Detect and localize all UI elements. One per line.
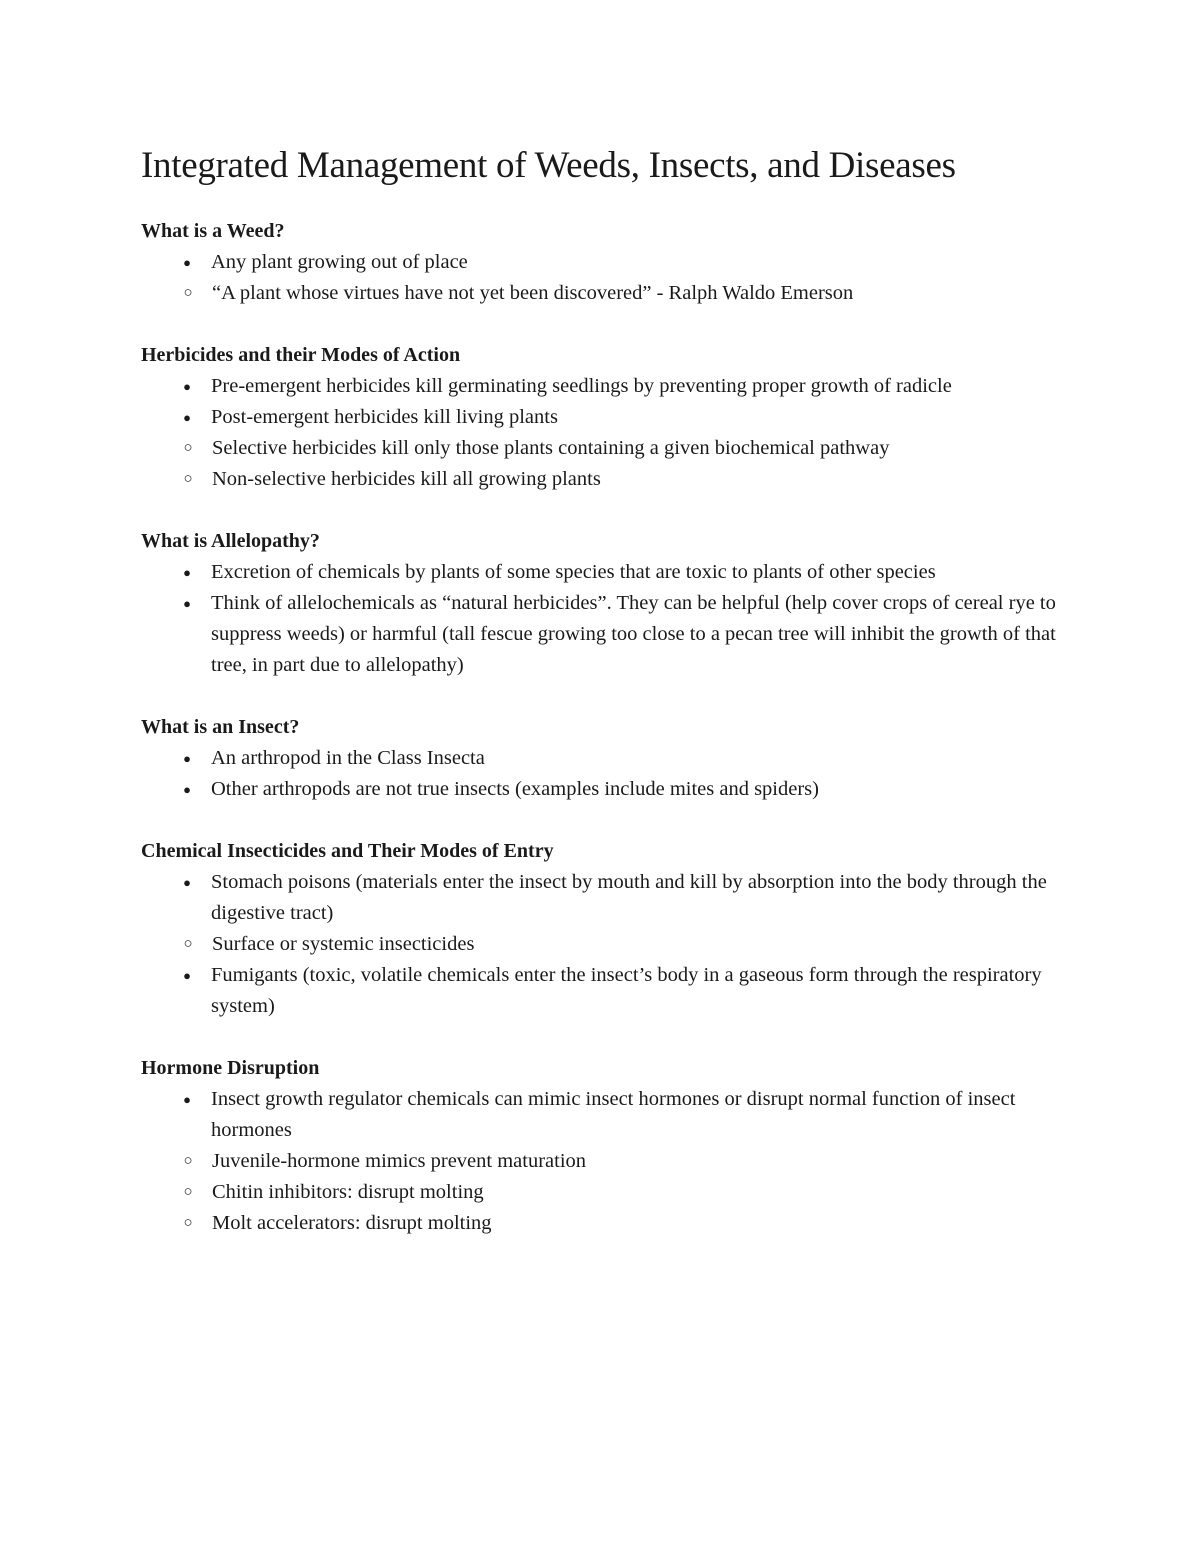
bullet-dot-icon: ● [183, 410, 191, 425]
bullet-list [141, 867, 1081, 1022]
section-heading: What is a Weed? [141, 220, 285, 242]
bullet-dot-icon: ● [183, 596, 191, 611]
sub-bullet-list [141, 929, 1081, 960]
sub-list-item-text: Selective herbicides kill only those plants containing a given biochemical pathway [212, 437, 890, 459]
sub-list-item-text: Juvenile-hormone mimics prevent maturation [212, 1150, 587, 1172]
bullet-list [141, 1084, 1081, 1239]
list-item-text: Other arthropods are not true insects (examples include mites and spiders) [211, 778, 819, 800]
list-item [141, 402, 1081, 495]
list-item [141, 774, 1081, 805]
bullet-dot-icon: ● [183, 565, 191, 580]
list-item-text: Pre-emergent herbicides kill germinating seedlings by preventing proper growth of radicle [211, 375, 952, 397]
sub-list-item [141, 1146, 1081, 1177]
document-body [141, 216, 1081, 1239]
sub-bullet-list [141, 433, 1081, 495]
sub-list-item [141, 433, 1081, 464]
section-heading: Hormone Disruption [141, 1057, 320, 1079]
sub-list-item-text: “A plant whose virtues have not yet been discovered” - Ralph Waldo Emerson [212, 282, 854, 304]
bullet-dot-icon: ● [183, 782, 191, 797]
sub-bullet-list [141, 278, 1081, 309]
bullet-dot-icon: ● [183, 1092, 191, 1107]
sub-list-item-text: Molt accelerators: disrupt molting [212, 1212, 492, 1234]
list-item-text: Think of allelochemicals as “natural herbicides”. They can be helpful (help cover crops of cereal rye to suppress weeds) or harmful (tall fescue growing too close to a pecan tree will inhibit the growth of that tree, in part due to allelopathy) [211, 592, 1056, 676]
list-item-text: Post-emergent herbicides kill living plants [211, 406, 558, 428]
section [141, 526, 1081, 681]
list-item [141, 1084, 1081, 1239]
list-item [141, 247, 1081, 309]
bullet-circle-icon: ○ [183, 1153, 193, 1169]
sub-list-item [141, 1208, 1081, 1239]
list-item-text: Fumigants (toxic, volatile chemicals enter the insect’s body in a gaseous form through the respiratory system) [211, 964, 1042, 1017]
bullet-dot-icon: ● [183, 255, 191, 270]
bullet-circle-icon: ○ [183, 285, 193, 301]
list-item [141, 960, 1081, 1022]
section [141, 216, 1081, 309]
bullet-dot-icon: ● [183, 875, 191, 890]
list-item-text: Insect growth regulator chemicals can mimic insect hormones or disrupt normal function of insect hormones [211, 1088, 1016, 1141]
list-item-text: An arthropod in the Class Insecta [211, 747, 485, 769]
bullet-dot-icon: ● [183, 751, 191, 766]
list-item [141, 743, 1081, 774]
section [141, 836, 1081, 1022]
list-item [141, 588, 1081, 681]
section [141, 340, 1081, 495]
sub-list-item [141, 1177, 1081, 1208]
sub-list-item [141, 929, 1081, 960]
sub-list-item-text: Chitin inhibitors: disrupt molting [212, 1181, 484, 1203]
bullet-list [141, 743, 1081, 805]
sub-list-item [141, 278, 1081, 309]
sub-list-item-text: Non-selective herbicides kill all growing plants [212, 468, 601, 490]
bullet-list [141, 371, 1081, 495]
section-heading: What is an Insect? [141, 716, 300, 738]
sub-list-item-text: Surface or systemic insecticides [212, 933, 475, 955]
bullet-dot-icon: ● [183, 968, 191, 983]
document-page [141, 138, 1081, 1239]
bullet-circle-icon: ○ [183, 1184, 193, 1200]
list-item-text: Excretion of chemicals by plants of some species that are toxic to plants of other species [211, 561, 936, 583]
section [141, 1053, 1081, 1239]
bullet-circle-icon: ○ [183, 440, 193, 456]
document-title: Integrated Management of Weeds, Insects, and Diseases [141, 145, 956, 186]
list-item-text: Any plant growing out of place [211, 251, 468, 273]
list-item-text: Stomach poisons (materials enter the insect by mouth and kill by absorption into the body through the digestive tract) [211, 871, 1047, 924]
list-item [141, 371, 1081, 402]
list-item [141, 867, 1081, 960]
section-heading: What is Allelopathy? [141, 530, 320, 552]
bullet-circle-icon: ○ [183, 936, 193, 952]
sub-list-item [141, 464, 1081, 495]
section-heading: Herbicides and their Modes of Action [141, 344, 461, 366]
bullet-circle-icon: ○ [183, 1215, 193, 1231]
section-heading: Chemical Insecticides and Their Modes of Entry [141, 840, 554, 862]
bullet-list [141, 557, 1081, 681]
bullet-dot-icon: ● [183, 379, 191, 394]
section [141, 712, 1081, 805]
sub-bullet-list [141, 1146, 1081, 1239]
list-item [141, 557, 1081, 588]
bullet-list [141, 247, 1081, 309]
bullet-circle-icon: ○ [183, 471, 193, 487]
